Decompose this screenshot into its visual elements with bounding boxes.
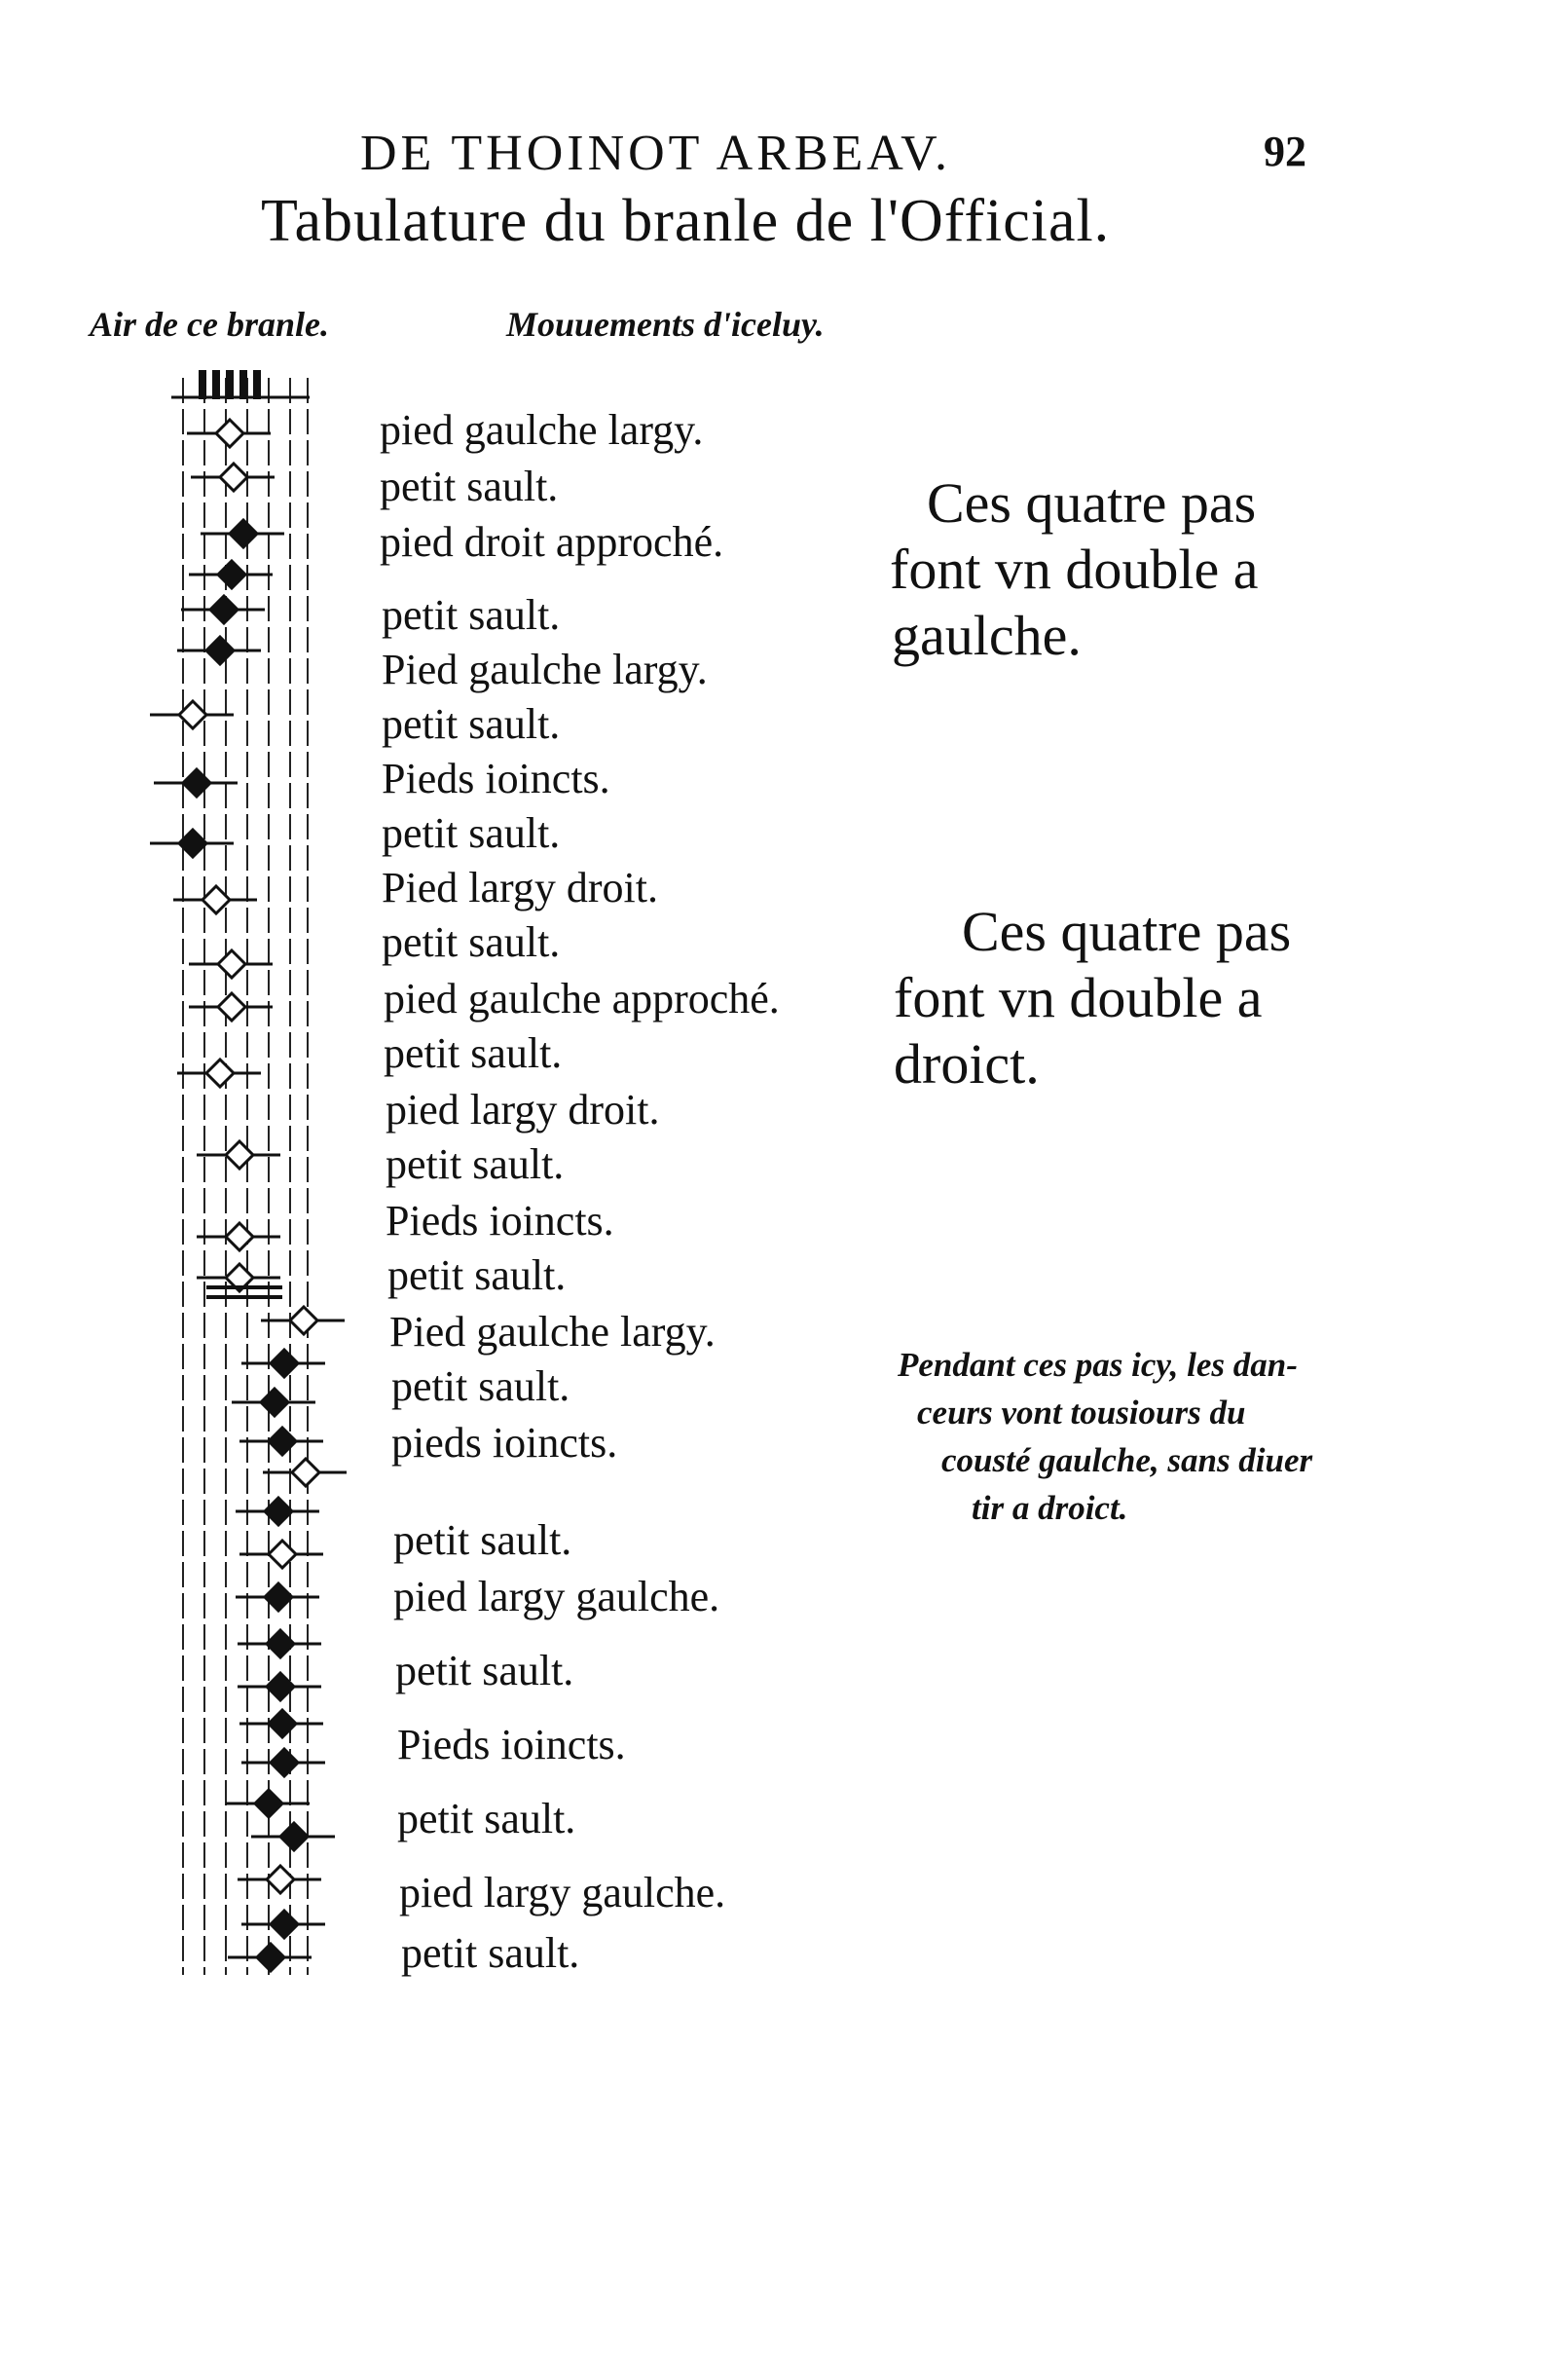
running-head: DE THOINOT ARBEAV. xyxy=(360,126,952,181)
movement-line: Pieds ioincts. xyxy=(382,755,610,802)
note-line: droict. xyxy=(894,1032,1040,1096)
page-number: 92 xyxy=(1264,128,1306,175)
page-title: Tabulature du branle de l'Official. xyxy=(261,188,1111,254)
column-heading-air: Air de ce branle. xyxy=(90,305,329,344)
movement-line: petit sault. xyxy=(401,1929,580,1977)
note-line: gaulche. xyxy=(892,604,1082,667)
movement-line: Pied largy droit. xyxy=(382,864,658,911)
note-line: font vn double a xyxy=(890,538,1259,601)
movement-line: petit sault. xyxy=(380,463,559,510)
note-line: Ces quatre pas xyxy=(927,471,1257,535)
note-line: tir a droict. xyxy=(972,1489,1128,1527)
movement-line: petit sault. xyxy=(387,1251,567,1299)
note-second-double xyxy=(894,900,1292,1096)
note-line: cousté gaulche, sans diuer xyxy=(941,1441,1313,1479)
movement-line: petit sault. xyxy=(384,1029,563,1077)
movement-line: pied largy gaulche. xyxy=(399,1869,726,1916)
note-first-double xyxy=(890,471,1259,667)
movement-line: pied gaulche largy. xyxy=(380,406,704,454)
column-heading-movements: Mouuements d'iceluy. xyxy=(506,305,825,344)
movement-line: petit sault. xyxy=(382,700,561,748)
movement-line: Pieds ioincts. xyxy=(386,1197,614,1245)
movement-line: petit sault. xyxy=(382,918,561,966)
movement-line: petit sault. xyxy=(397,1795,576,1842)
note-line: Pendant ces pas icy, les dan- xyxy=(898,1346,1298,1384)
movement-line: Pieds ioincts. xyxy=(397,1721,626,1768)
movement-line: Pied gaulche largy. xyxy=(389,1308,716,1356)
movement-line: pieds ioincts. xyxy=(391,1419,618,1467)
movement-line: petit sault. xyxy=(382,809,561,857)
movement-line: petit sault. xyxy=(393,1516,572,1564)
movement-line: pied droit approché. xyxy=(380,518,724,566)
movement-line: pied gaulche approché. xyxy=(384,975,780,1023)
movement-line: petit sault. xyxy=(386,1140,565,1188)
note-dancers xyxy=(898,1348,1312,1525)
movement-line: petit sault. xyxy=(391,1362,570,1410)
movement-line: pied largy droit. xyxy=(386,1086,660,1134)
movement-line: Pied gaulche largy. xyxy=(382,646,708,693)
movement-line: petit sault. xyxy=(382,591,561,639)
movement-line: petit sault. xyxy=(395,1647,574,1694)
movement-line: pied largy gaulche. xyxy=(393,1573,720,1620)
note-line: Ces quatre pas xyxy=(962,900,1292,963)
note-line: font vn double a xyxy=(894,966,1263,1029)
note-line: ceurs vont tousiours du xyxy=(917,1394,1246,1432)
